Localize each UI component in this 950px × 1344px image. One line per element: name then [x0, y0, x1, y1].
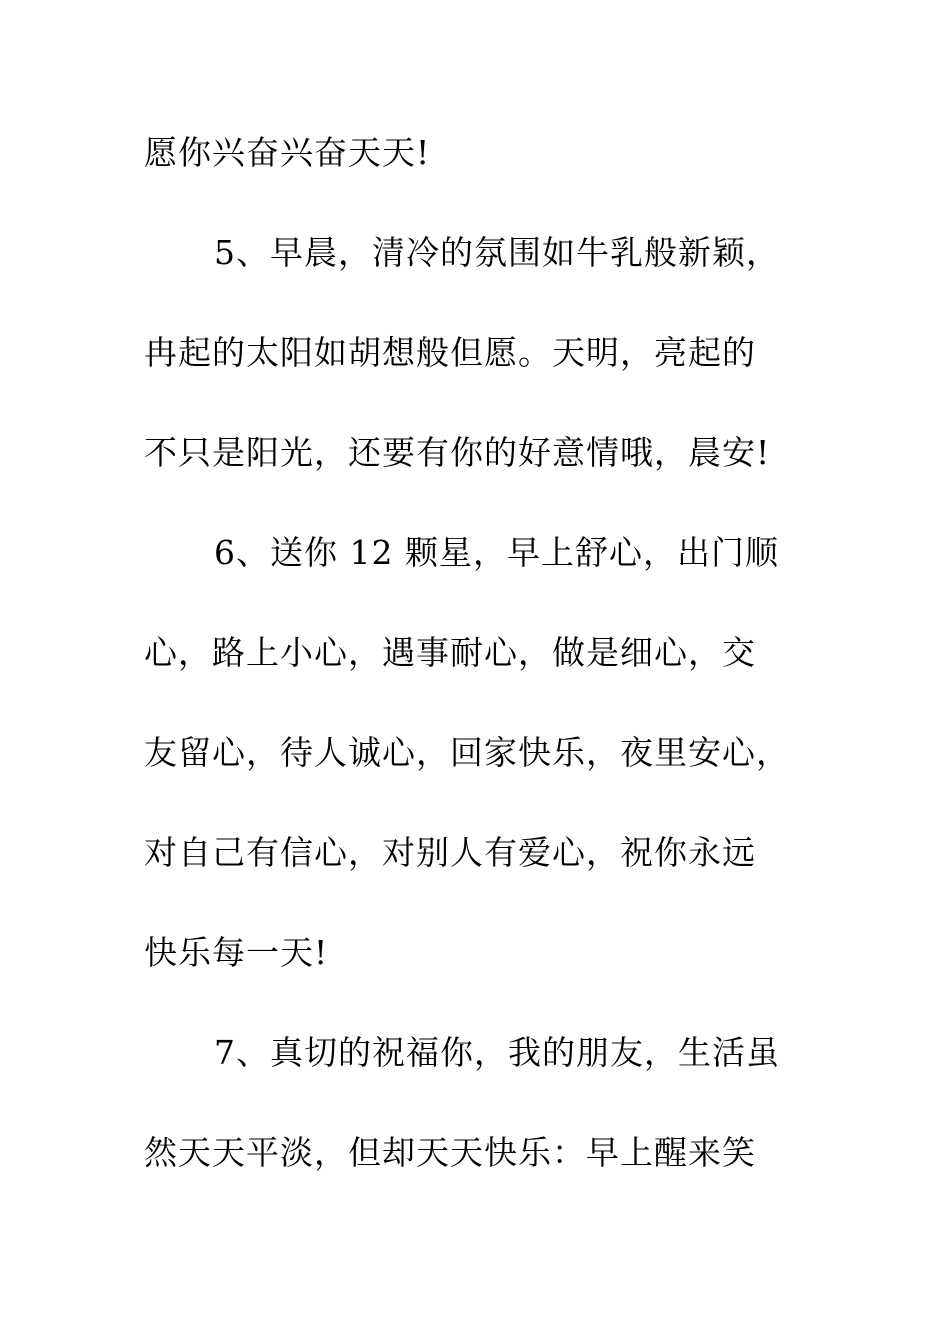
- paragraph-6-start: 6、送你 12 颗星，早上舒心，出门顺: [214, 533, 779, 572]
- text-line: 心，路上小心，遇事耐心，做是细心，交: [144, 633, 756, 672]
- text-line: 愿你兴奋兴奋天天!: [144, 133, 431, 172]
- text-line: 对自己有信心，对别人有爱心，祝你永远: [144, 833, 756, 872]
- text-line: 冉起的太阳如胡想般但愿。天明，亮起的: [144, 333, 756, 372]
- paragraph-7-start: 7、真切的祝福你，我的朋友，生活虽: [214, 1033, 780, 1072]
- text-line: 然天天平淡，但却天天快乐：早上醒来笑: [144, 1133, 756, 1172]
- text-line: 不只是阳光，还要有你的好意情哦，晨安!: [144, 433, 771, 472]
- text-line: 快乐每一天!: [144, 933, 329, 972]
- text-line: 友留心，待人诚心，回家快乐，夜里安心，: [144, 733, 790, 772]
- paragraph-5-start: 5、早晨，清冷的氛围如牛乳般新颖，: [214, 233, 780, 272]
